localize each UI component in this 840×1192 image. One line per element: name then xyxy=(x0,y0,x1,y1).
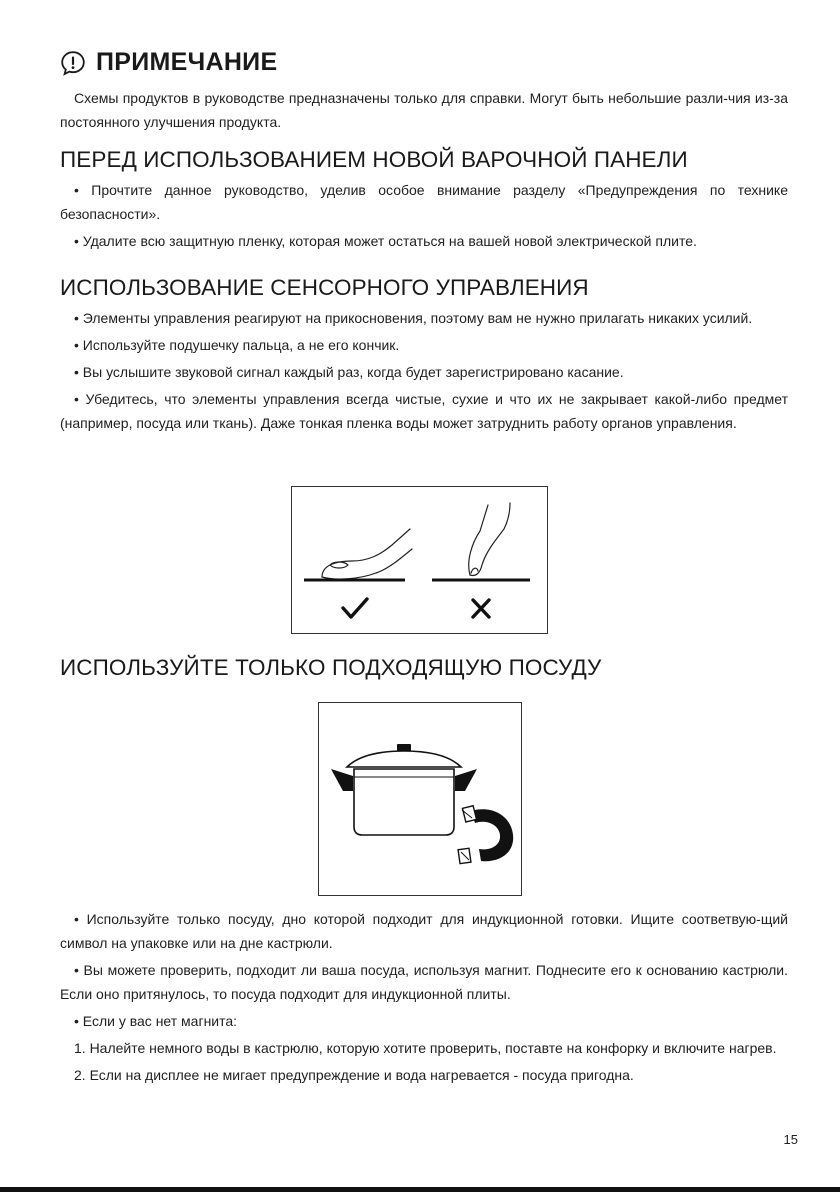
section-heading: ИСПОЛЬЗУЙТЕ ТОЛЬКО ПОДХОДЯЩУЮ ПОСУДУ xyxy=(60,655,602,680)
cookware-list xyxy=(60,907,788,1087)
section-before-use xyxy=(60,147,788,173)
finger-tip-touch-icon xyxy=(469,503,510,576)
list-item: • Используйте подушечку пальца, а не его кончик. xyxy=(74,337,400,353)
list-item: • Элементы управления реагируют на прикосновения, поэтому вам не нужно прилагать никаких усилий. xyxy=(74,310,753,326)
section-touch-controls xyxy=(60,275,788,301)
note-text: Схемы продуктов в руководстве предназначены только для справки. Могут быть небольшие разли-чия из-за постоянного улучшения продукта. xyxy=(60,90,788,130)
list-item: 2. Если на дисплее не мигает предупреждение и вода нагревается - посуда пригодна. xyxy=(74,1067,634,1083)
list-item: • Прочтите данное руководство, уделив особое внимание разделу «Предупреждения по технике безопасности». xyxy=(60,182,788,222)
touch-figure xyxy=(291,486,548,634)
checkmark-icon xyxy=(343,599,367,617)
magnet-icon xyxy=(458,806,513,864)
note-title: ПРИМЕЧАНИЕ xyxy=(96,48,278,76)
list-item: 1. Налейте немного воды в кастрюлю, которую хотите проверить, поставте на конфорку и включите нагрев. xyxy=(74,1040,777,1056)
list-item: • Убедитесь, что элементы управления всегда чистые, сухие и что их не закрывает какой-либо предмет (например, посуда или ткань). Даже тонкая пленка воды может затруднить работу органов управления. xyxy=(60,391,788,431)
pot-icon xyxy=(331,744,477,835)
bottom-rule xyxy=(0,1187,840,1192)
list-item: • Удалите всю защитную пленку, которая может остаться на вашей новой электрической плите. xyxy=(74,233,697,249)
list-item: • Вы можете проверить, подходит ли ваша посуда, используя магнит. Поднесите его к основанию кастрюли. Если оно притянулось, то посуда подходит для индукционной плиты. xyxy=(60,962,788,1002)
cookware-illustration xyxy=(319,703,521,895)
cross-icon xyxy=(473,600,489,617)
touch-controls-list xyxy=(60,306,788,435)
section-heading: ИСПОЛЬЗОВАНИЕ СЕНСОРНОГО УПРАВЛЕНИЯ xyxy=(60,275,589,300)
note-header xyxy=(60,48,277,77)
exclamation-circle-icon xyxy=(60,50,86,76)
list-item: • Вы услышите звуковой сигнал каждый раз, когда будет зарегистрировано касание. xyxy=(74,364,624,380)
section-cookware xyxy=(60,655,788,681)
touch-illustration xyxy=(292,487,547,633)
finger-pad-touch-icon xyxy=(322,529,412,579)
before-use-list xyxy=(60,178,788,253)
list-item: • Используйте только посуду, дно которой подходит для индукционной готовки. Ищите соответвую-щий символ на упаковке или на дне кастрюли. xyxy=(60,911,788,951)
list-item: • Если у вас нет магнита: xyxy=(74,1013,238,1029)
page-number: 15 xyxy=(783,1132,798,1147)
section-heading: ПЕРЕД ИСПОЛЬЗОВАНИЕМ НОВОЙ ВАРОЧНОЙ ПАНЕЛИ xyxy=(60,147,688,172)
cookware-figure xyxy=(318,702,522,896)
note-body xyxy=(60,86,788,134)
